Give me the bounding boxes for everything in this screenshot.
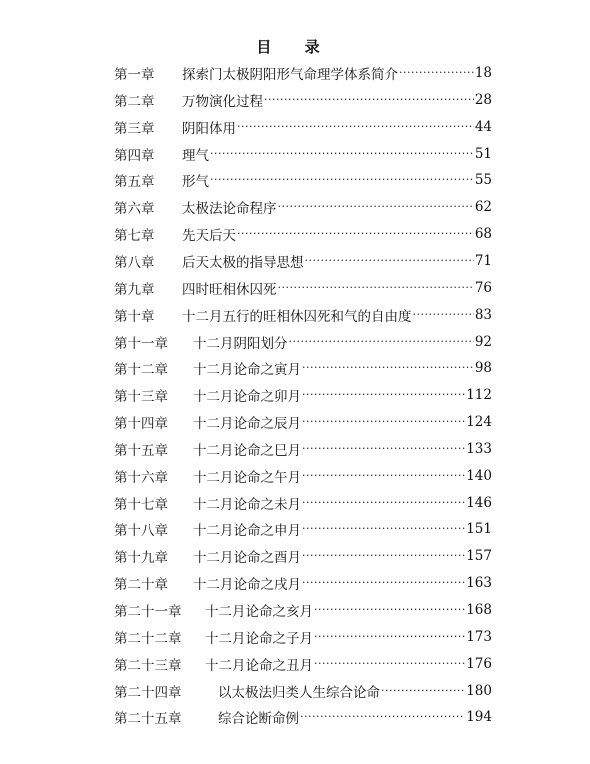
page-number: 83: [474, 306, 492, 323]
chapter-number: 第二十四章: [114, 684, 182, 701]
chapter-title: 十二月阴阳划分: [193, 335, 288, 352]
chapter-number: 第十四章: [114, 416, 168, 433]
chapter-number: 第十六章: [114, 469, 168, 486]
page-number: 55: [474, 172, 492, 189]
toc-entry[interactable]: [0, 519, 590, 539]
page-number: 173: [466, 628, 492, 645]
chapter-title: 理气: [182, 147, 209, 164]
dot-leader: [305, 251, 474, 271]
dot-leader: [302, 573, 465, 593]
dot-leader: [314, 600, 465, 620]
dot-leader: [210, 144, 474, 164]
chapter-title: 综合论断命例: [218, 711, 299, 728]
dot-leader: [237, 117, 474, 137]
page-number: 18: [474, 65, 492, 81]
toc-entry[interactable]: [0, 681, 590, 701]
chapter-title: 阴阳体用: [182, 120, 236, 137]
chapter-title: 十二月五行的旺相休囚死和气的自由度: [182, 308, 412, 325]
chapter-number: 第二十二章: [114, 630, 182, 647]
dot-leader: [399, 63, 474, 83]
toc-entry[interactable]: [0, 654, 590, 674]
dot-leader: [264, 90, 474, 110]
page-number: 146: [466, 494, 492, 511]
chapter-number: 第三章: [114, 120, 155, 137]
chapter-title: 十二月论命之巳月: [193, 442, 301, 459]
toc-entry[interactable]: [0, 627, 590, 647]
page-number: 92: [474, 333, 492, 350]
chapter-title: 后天太极的指导思想: [182, 254, 304, 271]
dot-leader: [302, 466, 465, 486]
page-number: 98: [474, 360, 492, 377]
chapter-number: 第十九章: [114, 550, 168, 567]
toc-entry[interactable]: [0, 600, 590, 620]
chapter-number: 第六章: [114, 201, 155, 218]
dot-leader: [302, 439, 465, 459]
chapter-title: 十二月论命之子月: [205, 630, 313, 647]
page-number: 44: [474, 118, 492, 135]
page-number: 176: [466, 655, 492, 672]
dot-leader: [289, 332, 474, 352]
dot-leader: [413, 305, 474, 325]
chapter-number: 第二十三章: [114, 657, 182, 674]
page-number: 151: [466, 521, 492, 538]
chapter-title: 十二月论命之未月: [193, 496, 301, 513]
chapter-number: 第二十章: [114, 577, 168, 594]
chapter-number: 第二章: [114, 93, 155, 110]
toc-entry[interactable]: [0, 170, 590, 190]
toc-entry[interactable]: [0, 117, 590, 137]
dot-leader: [278, 197, 474, 217]
toc-entry[interactable]: [0, 707, 590, 727]
dot-leader: [278, 278, 474, 298]
dot-leader: [210, 170, 474, 190]
chapter-number: 第十章: [114, 308, 155, 325]
toc-entry[interactable]: [0, 332, 590, 352]
page-title: 目 录: [256, 38, 334, 56]
chapter-title: 十二月论命之辰月: [193, 416, 301, 433]
chapter-title: 形气: [182, 174, 209, 191]
chapter-title: 四时旺相休囚死: [182, 281, 277, 298]
page-number: 68: [474, 226, 492, 243]
chapter-title: 十二月论命之寅月: [193, 362, 301, 379]
chapter-title: 十二月论命之丑月: [205, 657, 313, 674]
chapter-title: 万物演化过程: [182, 93, 263, 110]
chapter-number: 第十二章: [114, 362, 168, 379]
chapter-number: 第十三章: [114, 389, 168, 406]
toc-entry[interactable]: [0, 385, 590, 405]
page-number: 140: [466, 467, 492, 484]
chapter-number: 第十八章: [114, 523, 168, 540]
dot-leader: [314, 654, 465, 674]
toc-entry[interactable]: [0, 493, 590, 513]
dot-leader: [381, 681, 465, 701]
chapter-title: 探索门太极阴阳形气命理学体系简介: [182, 67, 398, 83]
toc-entry[interactable]: [0, 305, 590, 325]
chapter-title: 先天后天: [182, 228, 236, 245]
toc-entry[interactable]: [0, 439, 590, 459]
chapter-number: 第十五章: [114, 442, 168, 459]
chapter-number: 第四章: [114, 147, 155, 164]
chapter-title: 十二月论命之午月: [193, 469, 301, 486]
toc-entry[interactable]: [0, 573, 590, 593]
chapter-title: 以太极法归类人生综合论命: [218, 684, 380, 701]
chapter-title: 十二月论命之申月: [193, 523, 301, 540]
page-number: 71: [474, 252, 492, 269]
dot-leader: [302, 412, 465, 432]
page-number: 194: [466, 709, 492, 726]
page-number: 163: [466, 575, 492, 592]
toc-entry[interactable]: [0, 197, 590, 217]
chapter-number: 第十一章: [114, 335, 168, 352]
chapter-title: 十二月论命之亥月: [205, 604, 313, 620]
toc-entry[interactable]: [0, 546, 590, 566]
toc-entry[interactable]: [0, 278, 590, 298]
chapter-title: 十二月论命之戌月: [193, 577, 301, 594]
toc-entry[interactable]: [0, 63, 590, 83]
dot-leader: [302, 519, 465, 539]
page-number: 168: [466, 602, 492, 618]
toc-entry[interactable]: [0, 90, 590, 110]
page-number: 51: [474, 145, 492, 162]
toc-entry[interactable]: [0, 466, 590, 486]
chapter-number: 第十七章: [114, 496, 168, 513]
dot-leader: [237, 224, 474, 244]
page-number: 62: [474, 199, 492, 216]
page-number: 133: [466, 440, 492, 457]
dot-leader: [302, 385, 465, 405]
page-number: 28: [474, 91, 492, 108]
chapter-number: 第二十五章: [114, 711, 182, 728]
toc-entry[interactable]: [0, 224, 590, 244]
dot-leader: [302, 358, 474, 378]
page-number: 157: [466, 548, 492, 565]
dot-leader: [300, 707, 465, 727]
chapter-number: 第一章: [114, 67, 155, 83]
dot-leader: [314, 627, 465, 647]
chapter-number: 第九章: [114, 281, 155, 298]
toc-entry[interactable]: [0, 358, 590, 378]
toc-entry[interactable]: [0, 144, 590, 164]
toc-entry[interactable]: [0, 412, 590, 432]
page-number: 124: [466, 414, 492, 431]
chapter-number: 第八章: [114, 254, 155, 271]
dot-leader: [302, 546, 465, 566]
chapter-number: 第七章: [114, 228, 155, 245]
dot-leader: [302, 493, 465, 513]
chapter-title: 十二月论命之酉月: [193, 550, 301, 567]
chapter-number: 第二十一章: [114, 604, 182, 620]
toc-entry[interactable]: [0, 251, 590, 271]
chapter-title: 十二月论命之卯月: [193, 389, 301, 406]
chapter-title: 太极法论命程序: [182, 201, 277, 218]
page-number: 180: [466, 682, 492, 699]
chapter-number: 第五章: [114, 174, 155, 191]
page-number: 112: [466, 387, 492, 404]
page-number: 76: [474, 279, 492, 296]
